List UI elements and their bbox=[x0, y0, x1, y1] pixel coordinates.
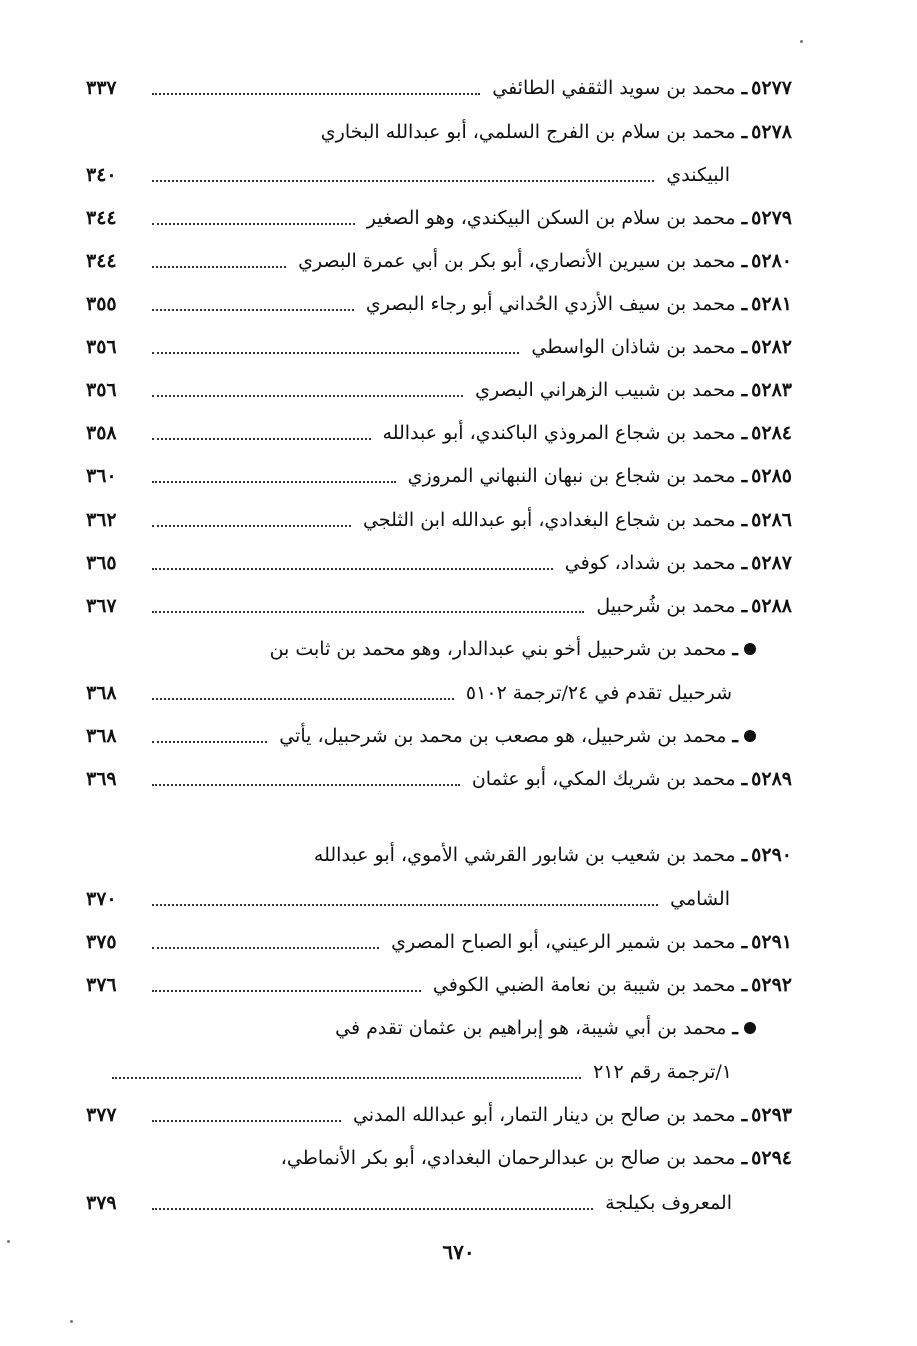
entry-number: ٥٢٨٢ bbox=[751, 336, 792, 358]
entry-text: محمد بن شداد، كوفي bbox=[564, 552, 736, 574]
entry-number: ٥٢٨٥ bbox=[751, 465, 792, 487]
leader-dots bbox=[152, 352, 519, 354]
index-entry-continuation bbox=[86, 1188, 732, 1218]
index-entry bbox=[86, 927, 792, 957]
index-entry bbox=[86, 1100, 792, 1130]
index-entry bbox=[86, 548, 792, 578]
entry-number: ٥٢٨١ bbox=[751, 293, 792, 315]
entry-text: المعروف بكيلجة bbox=[605, 1192, 732, 1214]
entry-page: ٣٦٨ bbox=[86, 725, 117, 747]
entry-page: ٣٥٥ bbox=[86, 293, 117, 315]
cross-reference-entry bbox=[250, 1013, 756, 1043]
leader-dots bbox=[152, 568, 553, 570]
entry-page: ٣٦٩ bbox=[86, 768, 117, 790]
entry-page: ٣٥٦ bbox=[86, 336, 117, 358]
index-entry bbox=[86, 461, 792, 491]
entry-text: ١/ترجمة رقم ٢١٢ bbox=[593, 1061, 732, 1083]
leader-dots bbox=[152, 698, 454, 700]
index-entry bbox=[86, 332, 792, 362]
entry-text: محمد بن شبيب الزهراني البصري bbox=[475, 379, 736, 401]
leader-dots bbox=[152, 93, 480, 95]
entry-text: محمد بن شجاع المروذي الباكندي، أبو عبدالله bbox=[382, 422, 736, 444]
entry-number: ٥٢٨٣ bbox=[751, 379, 792, 401]
leader-dots bbox=[152, 904, 658, 906]
entry-page: ٣٧٧ bbox=[86, 1104, 117, 1126]
entry-dash: ـ bbox=[732, 638, 738, 660]
entry-text: محمد بن شعيب بن شابور القرشي الأموي، أبو عبدالله bbox=[313, 844, 736, 866]
scan-speck bbox=[7, 1240, 10, 1243]
entry-text: محمد بن صالح بن دينار التمار، أبو عبدالله المدني bbox=[352, 1104, 736, 1126]
entry-text: محمد بن شرحبيل، هو مصعب بن محمد بن شرحبيل، يأتي bbox=[279, 725, 727, 747]
entry-dash: ـ bbox=[741, 509, 748, 531]
entry-number: ٥٢٧٨ bbox=[751, 121, 792, 143]
leader-dots bbox=[152, 784, 460, 786]
index-entry bbox=[86, 203, 792, 233]
entry-page: ٣٦٢ bbox=[86, 509, 117, 531]
entry-number: ٥٢٨٩ bbox=[751, 768, 792, 790]
entry-page: ٣٧٥ bbox=[86, 931, 117, 953]
entry-dash: ـ bbox=[741, 1104, 748, 1126]
entry-number: ٥٢٩٢ bbox=[751, 974, 792, 996]
entry-number: ٥٢٨٤ bbox=[751, 422, 792, 444]
entry-dash: ـ bbox=[741, 379, 748, 401]
leader-dots bbox=[112, 1077, 581, 1079]
entry-dash: ـ bbox=[741, 552, 748, 574]
index-entry bbox=[86, 505, 792, 535]
cross-reference-entry bbox=[186, 634, 756, 664]
entry-page: ٣٧٦ bbox=[86, 974, 117, 996]
entry-number: ٥٢٨٦ bbox=[751, 509, 792, 531]
entry-page: ٣٦٧ bbox=[86, 595, 117, 617]
entry-dash: ـ bbox=[732, 1017, 738, 1039]
index-entry bbox=[86, 418, 792, 448]
bullet-icon bbox=[744, 1022, 756, 1034]
entry-page: ٣٤٠ bbox=[86, 164, 117, 186]
leader-dots bbox=[152, 266, 286, 268]
leader-dots bbox=[152, 990, 421, 992]
entry-text: محمد بن صالح بن عبدالرحمان البغدادي، أبو بكر الأنماطي، bbox=[280, 1147, 736, 1169]
entry-page: ٣٥٨ bbox=[86, 422, 117, 444]
leader-dots bbox=[152, 309, 354, 311]
entry-page: ٣٧٠ bbox=[86, 888, 117, 910]
entry-number: ٥٢٩٣ bbox=[751, 1104, 792, 1126]
entry-number: ٥٢٨٧ bbox=[751, 552, 792, 574]
leader-dots bbox=[152, 947, 379, 949]
index-entry bbox=[86, 375, 792, 405]
entry-text: محمد بن شجاع بن نبهان النبهاني المروزي bbox=[407, 465, 736, 487]
entry-dash: ـ bbox=[741, 422, 748, 444]
index-entry-continuation bbox=[86, 160, 730, 190]
entry-text: محمد بن سلام بن السكن البيكندي، وهو الصغير bbox=[366, 207, 736, 229]
entry-text: محمد بن سلام بن الفرج السلمي، أبو عبدالله البخاري bbox=[320, 121, 736, 143]
leader-dots bbox=[152, 481, 396, 483]
leader-dots bbox=[152, 611, 584, 613]
entry-text: البيكندي bbox=[666, 164, 730, 186]
index-entry bbox=[86, 73, 792, 103]
entry-text: الشامي bbox=[670, 888, 730, 910]
bullet-icon bbox=[744, 643, 756, 655]
entry-text: محمد بن أبي شيبة، هو إبراهيم بن عثمان تقدم في bbox=[335, 1017, 727, 1039]
leader-dots bbox=[152, 1208, 593, 1210]
entry-dash: ـ bbox=[732, 725, 738, 747]
index-entry bbox=[86, 246, 792, 276]
cross-reference-entry bbox=[86, 721, 756, 751]
index-entry bbox=[86, 117, 792, 147]
entry-number: ٥٢٨٨ bbox=[751, 595, 792, 617]
entry-number: ٥٢٩٤ bbox=[751, 1147, 792, 1169]
entry-text: محمد بن سويد الثقفي الطائفي bbox=[492, 77, 736, 99]
entry-text: محمد بن شمير الرعيني، أبو الصباح المصري bbox=[391, 931, 736, 953]
entry-page: ٣٦٥ bbox=[86, 552, 117, 574]
entry-dash: ـ bbox=[741, 77, 748, 99]
bullet-icon bbox=[744, 730, 756, 742]
leader-dots bbox=[152, 180, 654, 182]
entry-text: محمد بن سيف الأزدي الحُداني أبو رجاء البصري bbox=[365, 293, 736, 315]
entry-number: ٥٢٩٠ bbox=[751, 844, 792, 866]
scan-speck bbox=[70, 1320, 73, 1323]
page-number: ٦٧٠ bbox=[442, 1240, 475, 1264]
entry-text: محمد بن شاذان الواسطي bbox=[531, 336, 736, 358]
entry-dash: ـ bbox=[741, 1147, 748, 1169]
index-entry bbox=[86, 1143, 792, 1173]
entry-text: شرحبيل تقدم في ٢٤/ترجمة ٥١٠٢ bbox=[465, 682, 732, 704]
entry-page: ٣٤٤ bbox=[86, 207, 117, 229]
index-entry bbox=[86, 970, 792, 1000]
index-entry-continuation bbox=[100, 1057, 732, 1087]
leader-dots bbox=[152, 223, 355, 225]
scan-speck bbox=[800, 40, 803, 43]
entry-text: محمد بن شيبة بن نعامة الضبي الكوفي bbox=[432, 974, 736, 996]
leader-dots bbox=[152, 395, 463, 397]
entry-page: ٣٦٠ bbox=[86, 465, 117, 487]
leader-dots bbox=[152, 525, 351, 527]
entry-page: ٣٣٧ bbox=[86, 77, 117, 99]
entry-number: ٥٢٧٩ bbox=[751, 207, 792, 229]
entry-number: ٥٢٧٧ bbox=[751, 77, 792, 99]
entry-dash: ـ bbox=[741, 931, 748, 953]
entry-dash: ـ bbox=[741, 768, 748, 790]
entry-page: ٣٦٨ bbox=[86, 682, 117, 704]
entry-page: ٣٤٤ bbox=[86, 250, 117, 272]
entry-number: ٥٢٨٠ bbox=[751, 250, 792, 272]
index-entry-continuation bbox=[86, 884, 730, 914]
entry-dash: ـ bbox=[741, 974, 748, 996]
entry-text: محمد بن شريك المكي، أبو عثمان bbox=[471, 768, 736, 790]
entry-dash: ـ bbox=[741, 293, 748, 315]
entry-dash: ـ bbox=[741, 121, 748, 143]
entry-number: ٥٢٩١ bbox=[751, 931, 792, 953]
leader-dots bbox=[152, 438, 371, 440]
index-entry bbox=[86, 840, 792, 870]
entry-page: ٣٧٩ bbox=[86, 1192, 117, 1214]
entry-text: محمد بن شرحبيل أخو بني عبدالدار، وهو محمد بن ثابت بن bbox=[269, 638, 727, 660]
entry-text: محمد بن شجاع البغدادي، أبو عبدالله ابن الثلجي bbox=[362, 509, 736, 531]
index-entry-continuation bbox=[86, 678, 732, 708]
leader-dots bbox=[152, 1120, 341, 1122]
entry-dash: ـ bbox=[741, 465, 748, 487]
index-entry bbox=[86, 591, 792, 621]
entry-dash: ـ bbox=[741, 336, 748, 358]
entry-text: محمد بن سيرين الأنصاري، أبو بكر بن أبي عمرة البصري bbox=[298, 250, 736, 272]
index-entry bbox=[86, 764, 792, 794]
entry-text: محمد بن شُرحبيل bbox=[596, 595, 736, 617]
entry-dash: ـ bbox=[741, 250, 748, 272]
entry-dash: ـ bbox=[741, 595, 748, 617]
entry-page: ٣٥٦ bbox=[86, 379, 117, 401]
entry-dash: ـ bbox=[741, 207, 748, 229]
index-entry bbox=[86, 289, 792, 319]
leader-dots bbox=[152, 741, 267, 743]
entry-dash: ـ bbox=[741, 844, 748, 866]
